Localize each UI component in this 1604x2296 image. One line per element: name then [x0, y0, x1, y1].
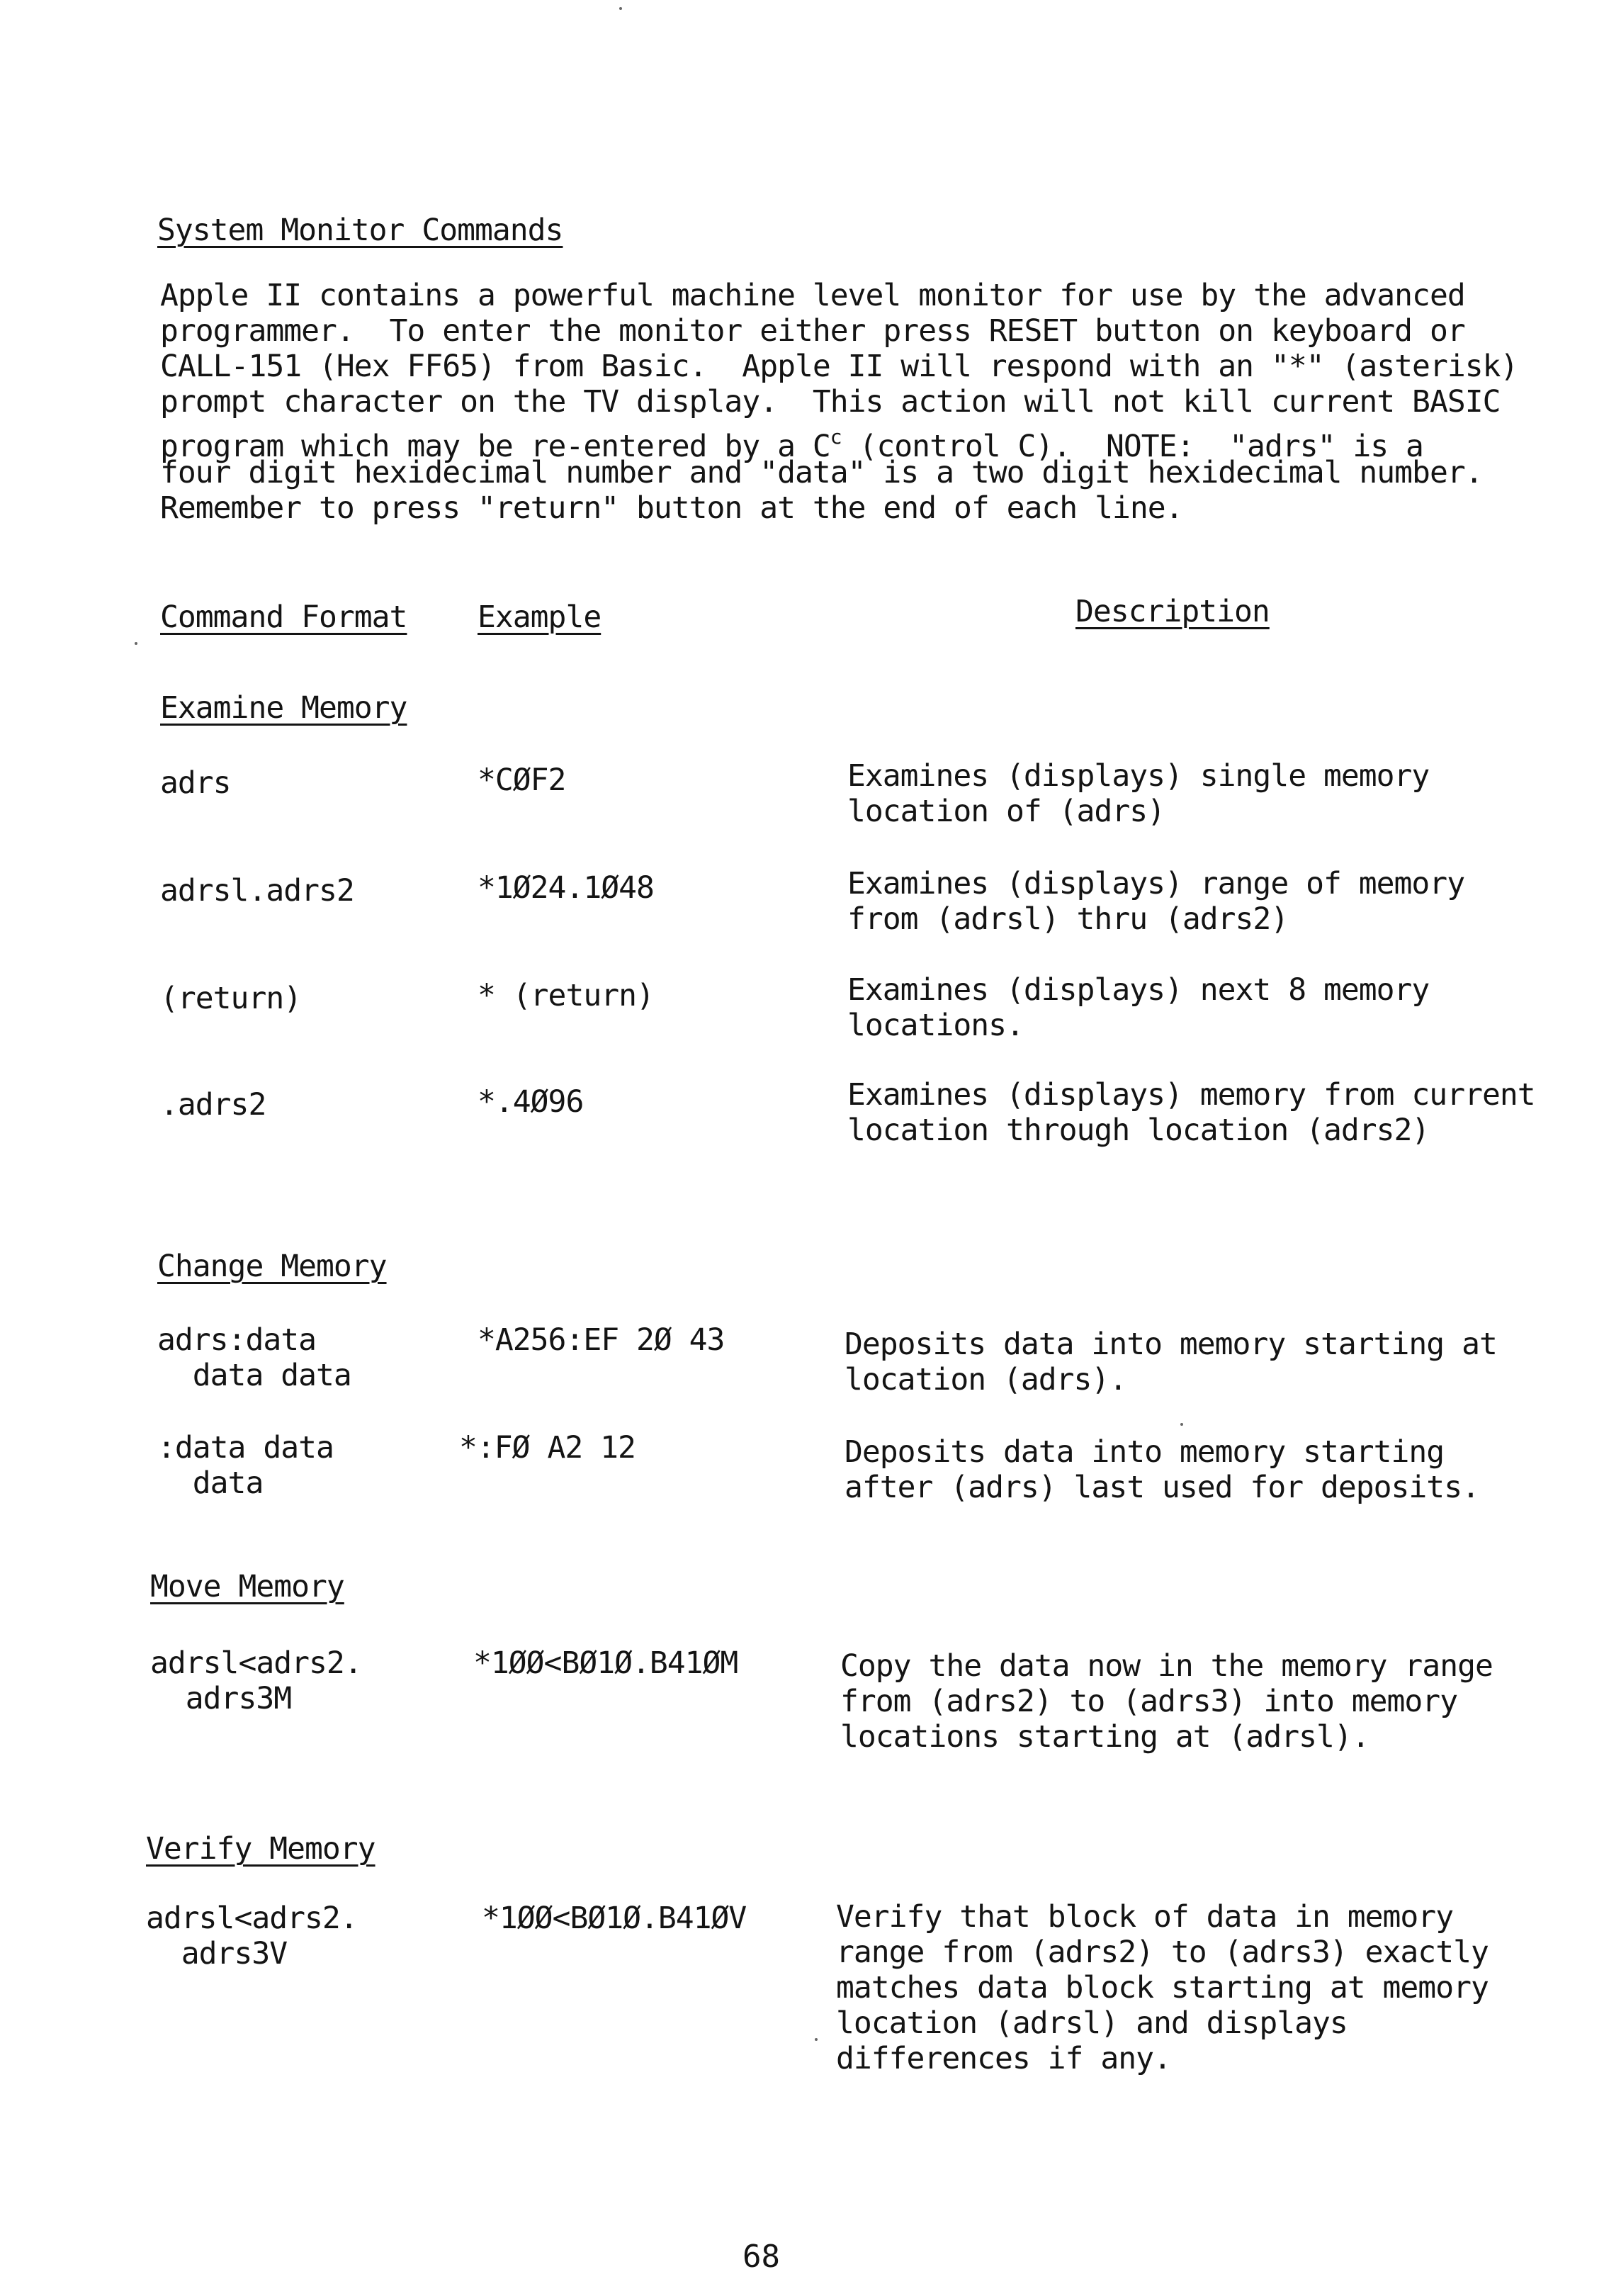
intro-line-7: Remember to press "return" button at the end of each line.	[160, 490, 1183, 526]
intro-line-4: prompt character on the TV display. This action will not kill current BASIC	[160, 384, 1501, 420]
change-row-1-format-2: data data	[157, 1358, 351, 1393]
scan-speck	[1180, 1423, 1183, 1426]
header-example: Example	[478, 600, 602, 635]
examine-row-1-format: adrs	[160, 765, 231, 801]
move-row-1-format-2: adrs3M	[150, 1681, 292, 1716]
examine-row-3-desc-1: Examines (displays) next 8 memory	[847, 972, 1430, 1008]
examine-row-2-desc-2: from (adrsl) thru (adrs2)	[847, 901, 1289, 937]
intro-line-1: Apple II contains a powerful machine level monitor for use by the advanced	[160, 278, 1465, 313]
control-superscript: c	[830, 425, 842, 449]
verify-row-1-desc-1: Verify that block of data in memory	[836, 1899, 1454, 1935]
page-title: System Monitor Commands	[157, 213, 563, 248]
verify-row-1-desc-2: range from (adrs2) to (adrs3) exactly	[836, 1935, 1489, 1970]
move-row-1-desc-1: Copy the data now in the memory range	[840, 1648, 1493, 1684]
page-number: 68	[742, 2239, 780, 2275]
verify-row-1-format-2: adrs3V	[146, 1936, 288, 1971]
scan-speck	[815, 2038, 818, 2041]
move-row-1-desc-3: locations starting at (adrsl).	[840, 1719, 1369, 1755]
intro-line-5-start: program which may be re-entered by a C	[160, 429, 830, 464]
intro-line-6: four digit hexidecimal number and "data" is a two digit hexidecimal number.	[160, 455, 1483, 490]
change-row-2-format-1: :data data	[157, 1430, 334, 1465]
verify-row-1-desc-3: matches data block starting at memory	[836, 1970, 1489, 2005]
examine-row-3-example: * (return)	[478, 978, 654, 1013]
scan-speck	[619, 7, 622, 10]
examine-row-1-desc-1: Examines (displays) single memory	[847, 758, 1430, 794]
section-heading-examine: Examine Memory	[160, 690, 407, 726]
change-row-2-format-2: data	[157, 1465, 264, 1501]
intro-line-3: CALL-151 (Hex FF65) from Basic. Apple II will respond with an "*" (asterisk)	[160, 349, 1518, 384]
section-heading-verify: Verify Memory	[146, 1831, 375, 1867]
header-command-format: Command Format	[160, 600, 407, 635]
header-description: Description	[1075, 594, 1270, 629]
verify-row-1-desc-5: differences if any.	[836, 2041, 1171, 2076]
section-heading-change: Change Memory	[157, 1249, 387, 1284]
change-row-2-desc-1: Deposits data into memory starting	[845, 1434, 1445, 1470]
examine-row-1-example: *CØF2	[478, 762, 566, 798]
verify-row-1-format-1: adrsl<adrs2.	[146, 1901, 358, 1936]
examine-row-4-example: *.4Ø96	[478, 1084, 584, 1120]
move-row-1-example: *1ØØ<BØ1Ø.B41ØM	[473, 1645, 738, 1681]
change-row-2-example: *:FØ A2 12	[459, 1430, 636, 1465]
section-heading-move: Move Memory	[150, 1569, 344, 1604]
examine-row-3-format: (return)	[160, 981, 302, 1016]
examine-row-3-desc-2: locations.	[847, 1008, 1024, 1043]
verify-row-1-desc-4: location (adrsl) and displays	[836, 2005, 1348, 2041]
examine-row-2-format: adrsl.adrs2	[160, 873, 354, 908]
examine-row-4-format: .adrs2	[160, 1087, 266, 1122]
change-row-1-example: *A256:EF 2Ø 43	[478, 1322, 725, 1358]
change-row-1-format-1: adrs:data	[157, 1322, 316, 1358]
change-row-1-desc-1: Deposits data into memory starting at	[845, 1327, 1497, 1362]
scan-speck	[135, 642, 137, 645]
intro-line-2: programmer. To enter the monitor either press RESET button on keyboard or	[160, 313, 1465, 349]
verify-row-1-example: *1ØØ<BØ1Ø.B41ØV	[482, 1901, 747, 1936]
examine-row-4-desc-2: location through location (adrs2)	[847, 1113, 1430, 1148]
intro-line-5-end: (control C). NOTE: "adrs" is a	[841, 429, 1423, 464]
move-row-1-desc-2: from (adrs2) to (adrs3) into memory	[840, 1684, 1458, 1719]
examine-row-2-example: *1Ø24.1Ø48	[478, 870, 654, 906]
change-row-2-desc-2: after (adrs) last used for deposits.	[845, 1470, 1479, 1505]
examine-row-2-desc-1: Examines (displays) range of memory	[847, 866, 1465, 901]
examine-row-1-desc-2: location of (adrs)	[847, 794, 1165, 829]
examine-row-4-desc-1: Examines (displays) memory from current	[847, 1077, 1535, 1113]
move-row-1-format-1: adrsl<adrs2.	[150, 1645, 362, 1681]
change-row-1-desc-2: location (adrs).	[845, 1362, 1127, 1397]
